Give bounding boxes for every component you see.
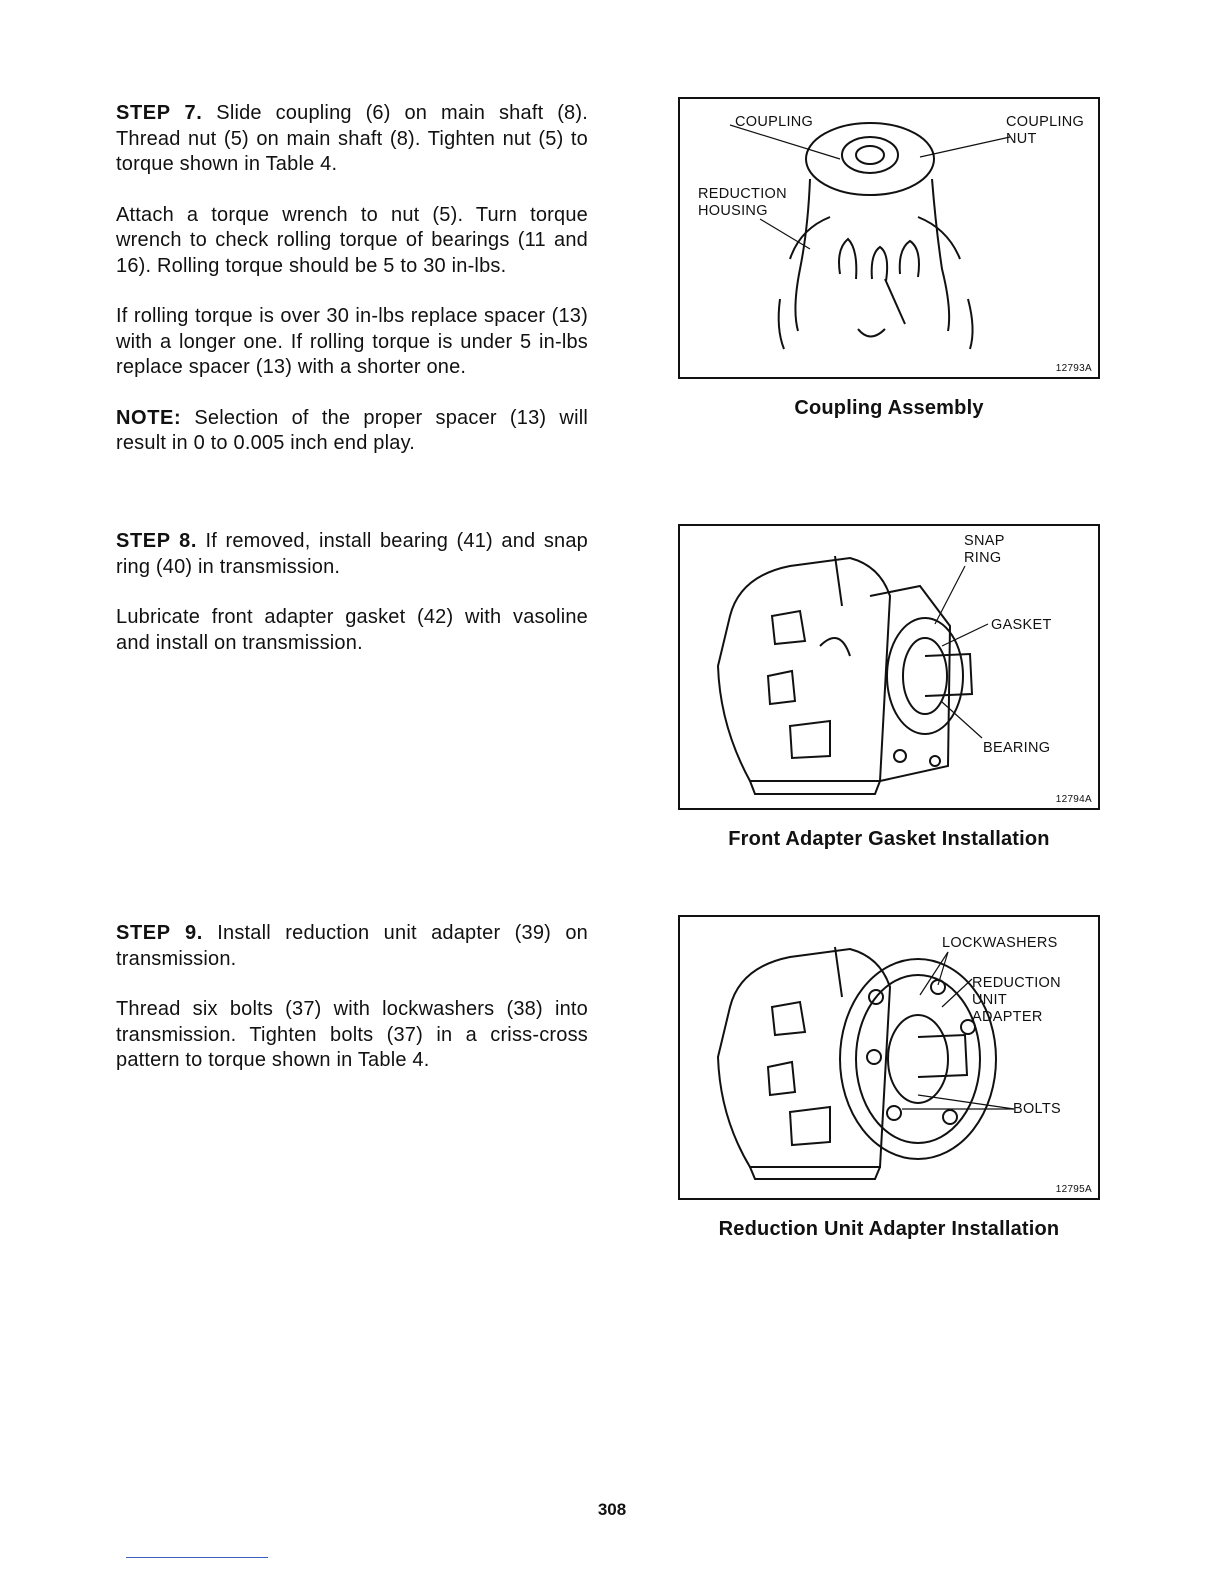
callout-gasket: GASKET: [991, 617, 1052, 633]
figure-1-frame: [678, 97, 1100, 379]
step-8-text-1: If removed, install bearing (41) and snap ring (40) in transmission.: [116, 530, 588, 578]
step-7-paragraph-1: [116, 101, 588, 178]
step-9-paragraph-1: [116, 921, 588, 972]
callout-reduction-housing: REDUCTION HOUSING: [698, 186, 787, 219]
figure-3-number: 12795A: [1055, 1184, 1092, 1195]
step-7-note: [116, 406, 588, 457]
callout-bolts: BOLTS: [1013, 1101, 1061, 1117]
step-9-label: STEP 9.: [116, 922, 203, 944]
callout-bearing: BEARING: [983, 740, 1051, 756]
footer-rule: [126, 1557, 268, 1558]
step-7-paragraph-3: If rolling torque is over 30 in-lbs replace spacer (13) with a longer one. If rolling torque is under 5 in-lbs replace spacer (13) with a shorter one.: [116, 305, 588, 378]
step-9-paragraph-2: Thread six bolts (37) with lockwashers (38) into transmission. Tighten bolts (37) in a criss-cross pattern to torque shown in Table 4.: [116, 998, 588, 1071]
callout-lockwashers: LOCKWASHERS: [942, 935, 1058, 951]
step-7-label: STEP 7.: [116, 102, 203, 124]
callout-reduction-unit-adapter: REDUCTION UNIT ADAPTER: [972, 975, 1061, 1025]
gasket-installation-illustration: [680, 526, 1100, 810]
step-9-text-1: Install reduction unit adapter (39) on transmission.: [116, 922, 589, 970]
step-8-label: STEP 8.: [116, 530, 198, 552]
step-7-paragraph-2: Attach a torque wrench to nut (5). Turn torque wrench to check rolling torque of bearings (11 and 16). Rolling torque should be 5 to 30 in-lbs.: [116, 203, 588, 277]
callout-coupling: COUPLING: [735, 114, 814, 130]
step-8-paragraph-2: Lubricate front adapter gasket (42) with vasoline and install on transmission.: [116, 606, 588, 654]
figure-3-caption: Reduction Unit Adapter Installation: [718, 1218, 1060, 1240]
step-9-block: [116, 921, 588, 1074]
callout-coupling-nut: COUPLING NUT: [1006, 114, 1085, 147]
figure-reduction-unit-adapter: [678, 915, 1100, 1241]
figure-front-adapter-gasket: [678, 524, 1100, 851]
page-number: 308: [597, 1500, 627, 1519]
figure-3-frame: [678, 915, 1100, 1200]
figure-1-caption: Coupling Assembly: [794, 397, 984, 419]
figure-1-number: 12793A: [1055, 363, 1092, 374]
step-7-text-1: Slide coupling (6) on main shaft (8). Thread nut (5) on main shaft (8). Tighten nut (5) to torque shown in Table 4.: [116, 102, 588, 175]
figure-2-frame: [678, 524, 1100, 810]
callout-snap-ring: SNAP RING: [964, 533, 1005, 566]
step-7-block: [116, 101, 588, 457]
step-8-block: [116, 529, 588, 656]
adapter-installation-illustration: [680, 917, 1100, 1200]
figure-coupling-assembly: [678, 97, 1100, 420]
step-8-paragraph-1: [116, 529, 588, 580]
figure-2-number: 12794A: [1055, 794, 1092, 805]
note-text: Selection of the proper spacer (13) will result in 0 to 0.005 inch end play.: [116, 406, 588, 454]
note-label: NOTE:: [116, 406, 182, 429]
figure-2-caption: Front Adapter Gasket Installation: [728, 828, 1050, 850]
